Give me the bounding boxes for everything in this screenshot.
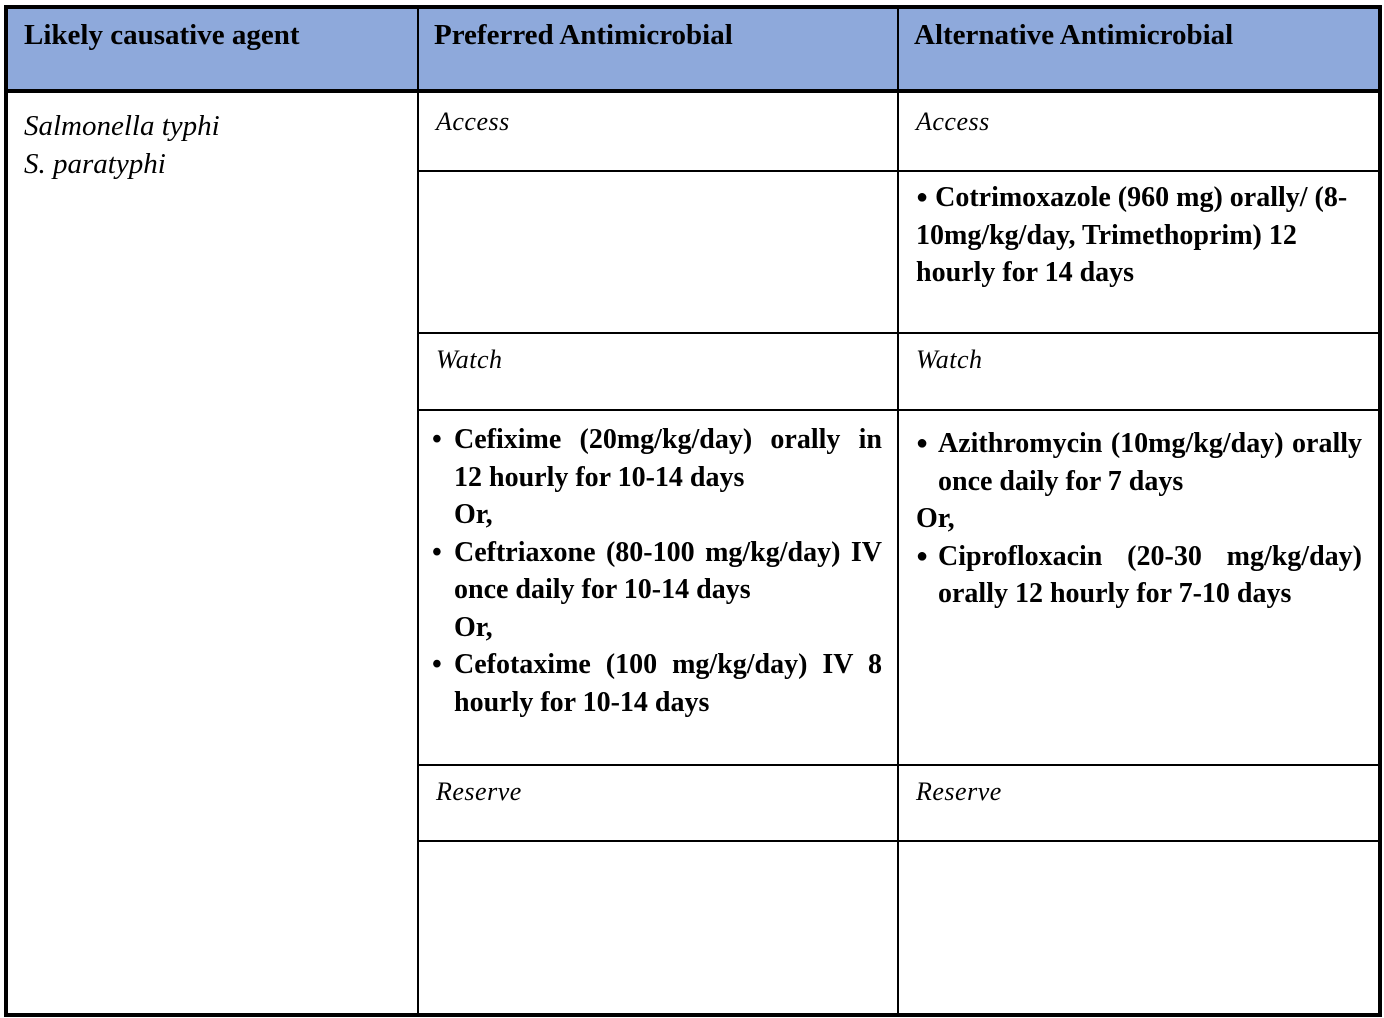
drug-text: Azithromycin (10mg/kg/day) orally once daily for 7 days: [938, 428, 1362, 497]
or-separator: Or,: [454, 611, 493, 643]
preferred-reserve-label: Reserve: [436, 777, 522, 806]
drug-text: Cefotaxime (100 mg/kg/day) IV 8 hourly for 10-14 days: [454, 649, 882, 718]
drug-text: Cefixime (20mg/kg/day) orally in 12 hourly for 10-14 days: [454, 424, 882, 493]
alternative-watch-content: [916, 425, 1362, 613]
bullet-icon: •: [432, 536, 442, 568]
header-label: Alternative Antimicrobial: [914, 19, 1234, 51]
row-divider: [418, 170, 1378, 172]
preferred-watch-label: Watch: [436, 345, 503, 374]
column-divider: [417, 9, 419, 1013]
column-divider: [897, 9, 899, 1013]
alternative-access-content: [916, 179, 1366, 292]
preferred-watch-content: [432, 421, 882, 721]
row-divider: [418, 840, 1378, 842]
row-divider: [418, 764, 1378, 766]
row-divider: [418, 409, 1378, 411]
bullet-icon: •: [432, 424, 442, 455]
header-label: Preferred Antimicrobial: [434, 19, 733, 51]
drug-ciprofloxacin: [916, 538, 1362, 613]
bullet-icon: •: [432, 649, 442, 680]
header-alternative-antimicrobial: [898, 9, 1378, 93]
drug-cefotaxime: [432, 646, 882, 721]
drug-text: Ciprofloxacin (20-30 mg/kg/day) orally 12 hourly for 7-10 days: [938, 540, 1362, 609]
drug-ceftriaxone: [432, 534, 882, 609]
header-likely-causative-agent: [8, 9, 418, 93]
header-label: Likely causative agent: [24, 19, 300, 51]
alternative-access-label: Access: [916, 107, 990, 136]
bullet-icon: ●: [916, 186, 929, 208]
header-preferred-antimicrobial: [418, 9, 898, 93]
causative-agent-cell: [24, 107, 404, 183]
drug-text: Ceftriaxone (80-100 mg/kg/day) IV once daily for 10-14 days: [454, 536, 882, 605]
alternative-reserve-label: Reserve: [916, 777, 1002, 806]
drug-cefixime: [432, 421, 882, 496]
or-separator: Or,: [916, 503, 955, 534]
antimicrobial-table: [4, 5, 1382, 1017]
bullet-icon: ●: [916, 432, 929, 454]
row-divider: [418, 332, 1378, 334]
drug-cotrimoxazole: Cotrimoxazole (960 mg) orally/ (8-10mg/kg/day, Trimethoprim) 12 hourly for 14 days: [916, 182, 1348, 288]
drug-azithromycin: [916, 425, 1362, 500]
or-separator: Or,: [454, 499, 493, 530]
agent-s-paratyphi: S. paratyphi: [24, 148, 166, 180]
bullet-icon: ●: [916, 544, 929, 567]
preferred-access-label: Access: [436, 107, 510, 136]
alternative-watch-label: Watch: [916, 345, 983, 374]
agent-salmonella-typhi: Salmonella typhi: [24, 110, 220, 142]
